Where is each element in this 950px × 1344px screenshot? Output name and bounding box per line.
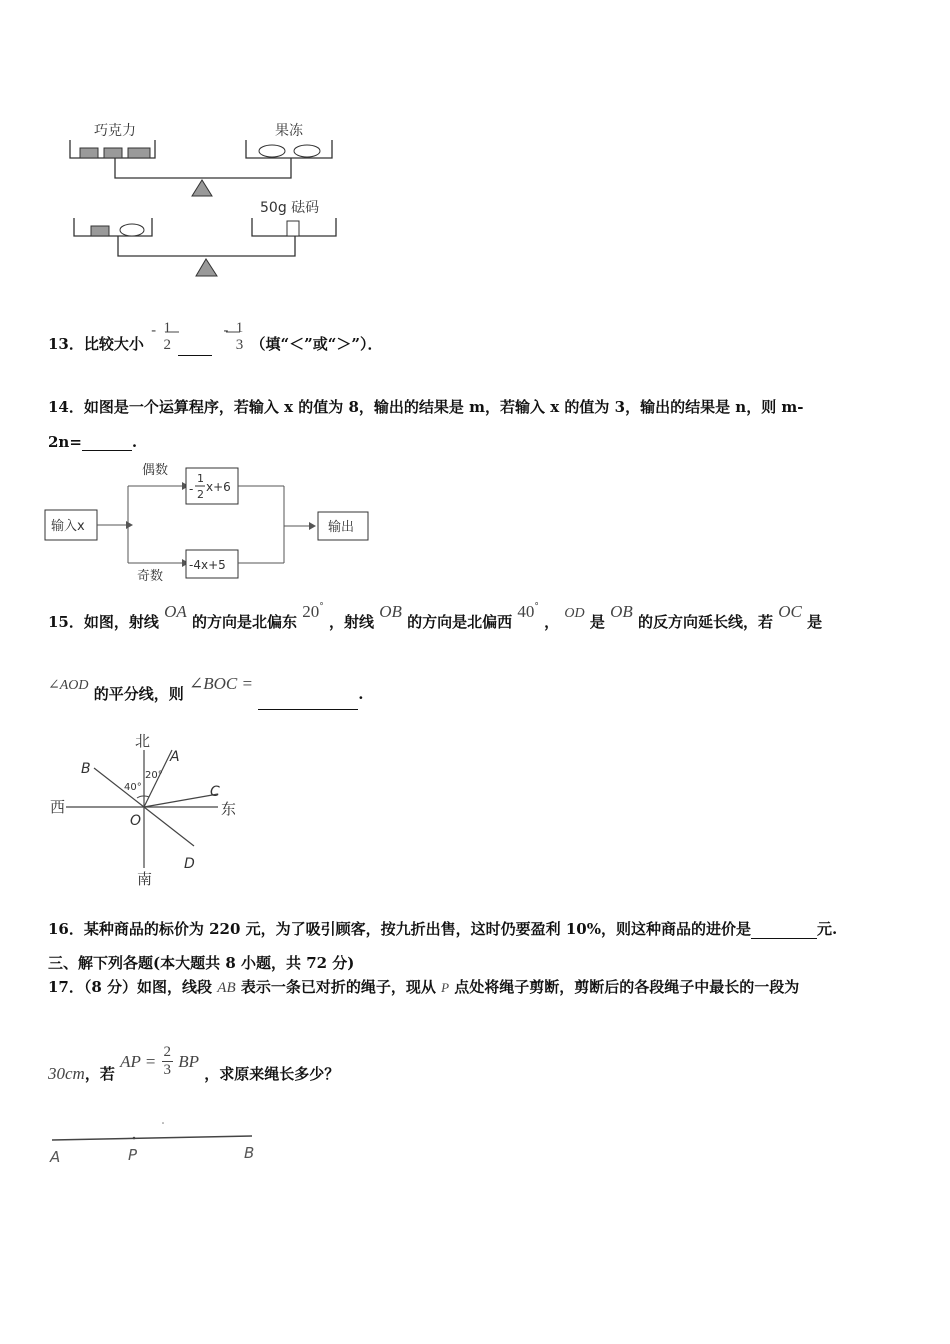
q15-deg20: 20 bbox=[302, 602, 320, 621]
q15-od: OD bbox=[564, 606, 585, 621]
q15-aod: ∠AOD bbox=[48, 678, 89, 693]
q17-frac-num: 2 bbox=[163, 1043, 171, 1060]
flow-odd-label: 奇数 bbox=[137, 569, 164, 584]
q17-bp: BP bbox=[178, 1052, 200, 1071]
q15-line1 bbox=[48, 600, 822, 640]
q13-frac1-bar bbox=[165, 331, 179, 333]
flow-expr1-den: 2 bbox=[197, 488, 204, 501]
q17-text-2: 表示一条已对折的绳子，现从 bbox=[240, 978, 436, 996]
q14-line1: 14．如图是一个运算程序，若输入 x 的值为 8，输出的结果是 m，若输入 x 的值为 3，输出的结果是 n，则 m- bbox=[48, 398, 804, 416]
q14-line2-text: 2n= bbox=[48, 433, 82, 451]
compass-west: 西 bbox=[50, 798, 66, 816]
q13-number: 13． bbox=[48, 335, 84, 353]
q17-frac bbox=[162, 1044, 174, 1079]
flow-output-label: 输出 bbox=[328, 520, 355, 535]
q15-line2 bbox=[48, 672, 363, 712]
balance-figure bbox=[60, 118, 360, 288]
top-left-label: 巧克力 bbox=[94, 123, 136, 139]
q15-text-6: 是 bbox=[589, 613, 605, 631]
segment-label-a: A bbox=[50, 1148, 61, 1166]
segment-svg bbox=[46, 1118, 276, 1170]
q17-frac-den: 3 bbox=[163, 1061, 171, 1078]
q13-text-b: （填“＜”或“＞”）． bbox=[250, 335, 383, 353]
flow-expr1-rest: x+6 bbox=[206, 480, 231, 494]
q15-text-9: 的平分线，则 bbox=[93, 685, 184, 703]
q13-frac2-bar bbox=[226, 331, 240, 333]
balance-svg bbox=[60, 118, 360, 288]
q17-question: ，求原来绳长多少？ bbox=[204, 1065, 340, 1083]
flow-expr1-sign: - bbox=[189, 482, 194, 496]
compass-svg bbox=[46, 728, 256, 890]
flow-expr1-num: 1 bbox=[197, 472, 204, 485]
compass-figure bbox=[46, 728, 256, 890]
q13-frac1-num: 1 bbox=[163, 320, 171, 336]
q13-frac1 bbox=[161, 320, 173, 354]
q15-text-3: ，射线 bbox=[329, 613, 375, 631]
q14-line2 bbox=[48, 433, 137, 451]
flow-even-label: 偶数 bbox=[142, 463, 169, 478]
q15-oc: OC bbox=[778, 602, 802, 621]
compass-east: 东 bbox=[221, 800, 237, 818]
q15-text-7: 的反方向延长线，若 bbox=[638, 613, 774, 631]
q15-end: . bbox=[358, 685, 364, 703]
q15-ob: OB bbox=[379, 602, 402, 621]
q13-frac2-den: 3 bbox=[235, 337, 244, 353]
q13-frac2-sign: - bbox=[223, 321, 229, 339]
q16-text: 16．某种商品的标价为 220 元，为了吸引顾客，按九折出售，这时仍要盈利 10%，则这种商品的进价是 bbox=[48, 920, 751, 938]
q13-frac2 bbox=[234, 320, 246, 354]
compass-angle-20: 20° bbox=[145, 770, 163, 781]
q13-frac1-sign: - bbox=[151, 321, 157, 339]
q17-ab: AB bbox=[217, 980, 236, 996]
q15-text-4: 的方向是北偏西 bbox=[407, 613, 513, 631]
q17-segment-figure bbox=[46, 1118, 276, 1170]
flow-expr2: -4x+5 bbox=[189, 558, 226, 572]
q14-line2-end: . bbox=[131, 433, 138, 451]
compass-label-a: A bbox=[170, 749, 180, 765]
q15-text-2: 的方向是北偏东 bbox=[192, 613, 298, 631]
q15-text-1: 15．如图，射线 bbox=[48, 613, 159, 631]
q17-p: P bbox=[441, 980, 450, 995]
q15-ob2: OB bbox=[610, 602, 633, 621]
compass-label-o: O bbox=[130, 813, 142, 829]
flow-input-label: 输入x bbox=[51, 519, 85, 534]
q15-deg40: 40 bbox=[517, 602, 535, 621]
q15-boc: ∠BOC = bbox=[189, 674, 253, 693]
q17-line2 bbox=[48, 1038, 339, 1088]
q14-answer-blank[interactable] bbox=[82, 435, 132, 451]
q15-deg20-sup: ° bbox=[319, 602, 324, 612]
q15-text-5: ， bbox=[544, 613, 560, 631]
compass-label-d: D bbox=[184, 856, 195, 872]
q17-ap: AP = bbox=[120, 1052, 157, 1071]
q17-line1 bbox=[48, 976, 799, 997]
compass-south: 南 bbox=[137, 870, 153, 888]
q13-frac1-den: 2 bbox=[163, 337, 171, 353]
section-3-title: 三、解下列各题(本大题共 8 小题，共 72 分) bbox=[48, 954, 355, 972]
q14-flowchart bbox=[44, 460, 374, 590]
q17-text-3: 点处将绳子剪断，剪断后的各段绳子中最长的一段为 bbox=[454, 978, 800, 996]
q13-text-a: 比较大小 bbox=[83, 335, 144, 353]
compass-north: 北 bbox=[135, 732, 151, 750]
top-right-label: 果冻 bbox=[275, 123, 303, 139]
q13-answer-blank[interactable] bbox=[178, 341, 212, 356]
question-16 bbox=[48, 918, 837, 939]
bottom-right-label: 50g 砝码 bbox=[260, 200, 320, 216]
compass-angle-40: 40° bbox=[124, 782, 142, 793]
q17-text-1: 17．（8 分）如图，线段 bbox=[48, 978, 213, 996]
q16-end: 元. bbox=[816, 920, 838, 938]
q15-deg40-sup: ° bbox=[534, 602, 539, 612]
segment-label-p: P bbox=[128, 1146, 138, 1164]
compass-label-b: B bbox=[81, 761, 91, 777]
q17-len: 30cm bbox=[48, 1064, 85, 1083]
segment-label-b: B bbox=[244, 1144, 255, 1162]
question-13 bbox=[48, 314, 382, 358]
q15-text-8: 是 bbox=[807, 613, 823, 631]
q15-answer-blank[interactable] bbox=[258, 693, 358, 710]
compass-label-c: C bbox=[210, 784, 220, 800]
q13-frac2-num: 1 bbox=[235, 320, 244, 336]
q16-answer-blank[interactable] bbox=[751, 923, 817, 939]
flowchart-svg bbox=[44, 460, 374, 590]
q17-ruo: ，若 bbox=[84, 1065, 115, 1083]
q15-oa: OA bbox=[164, 602, 187, 621]
